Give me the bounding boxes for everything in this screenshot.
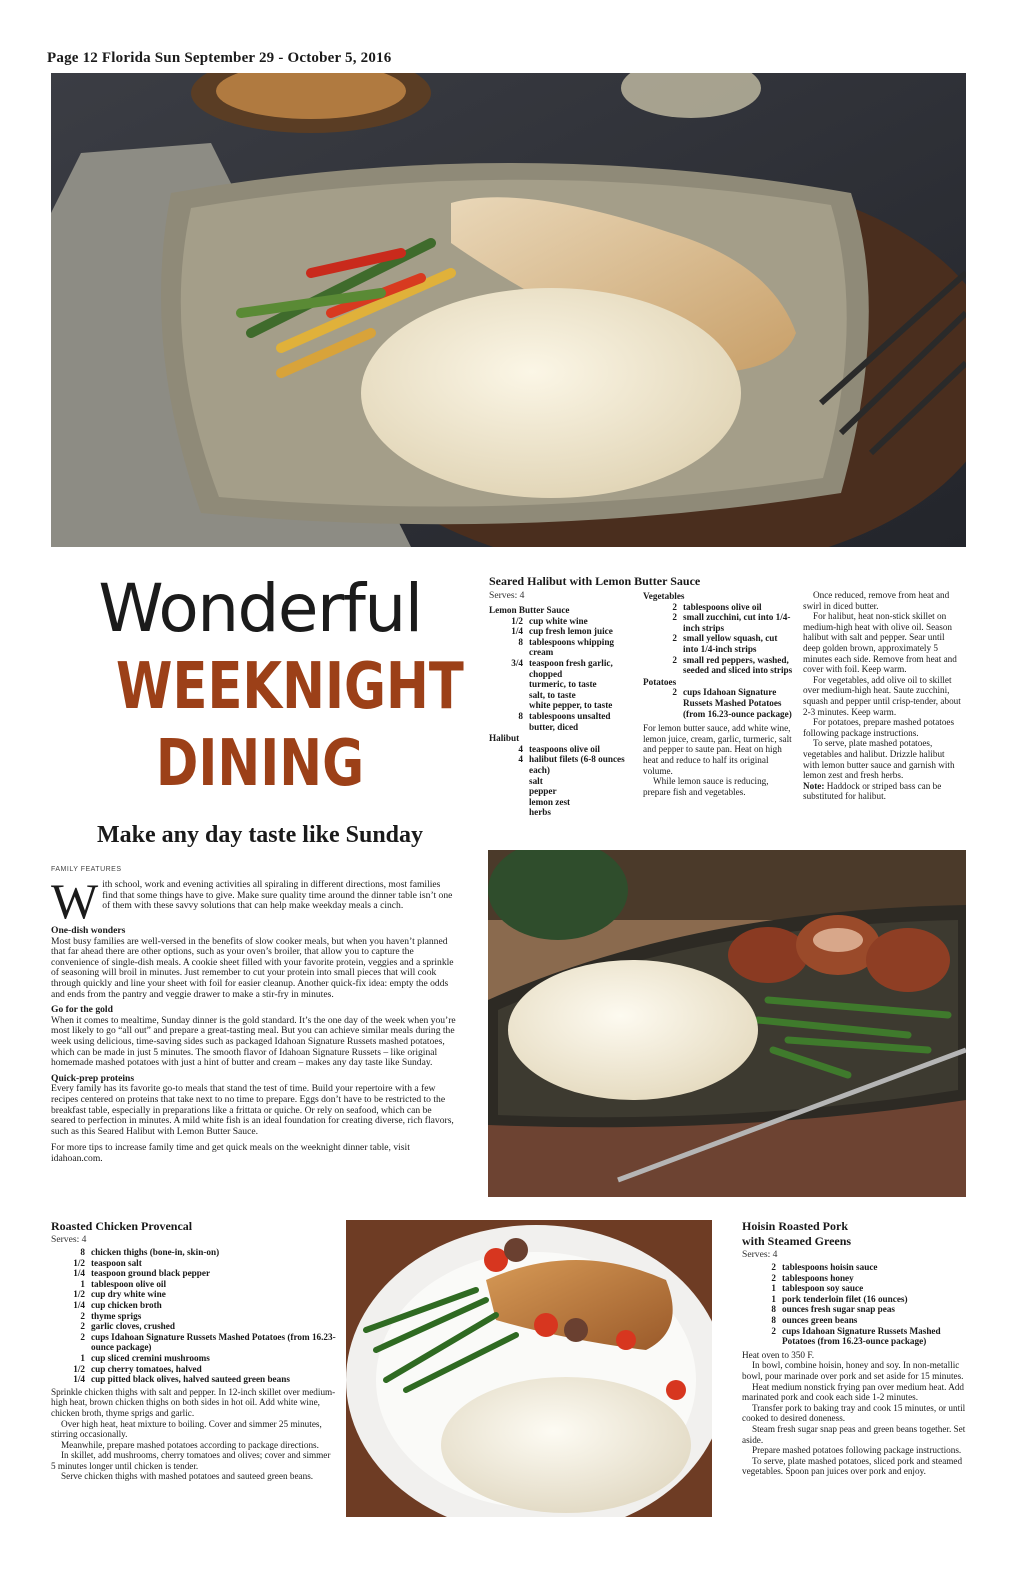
direction-paragraph: Over high heat, heat mixture to boiling. Cover and simmer 25 minutes, stirring occasionally. [51, 1418, 322, 1440]
ingredient-text: lemon zest [529, 796, 571, 807]
ingredient-quantity: 1/2 [511, 615, 523, 626]
ingredient-quantity: 2 [672, 612, 677, 623]
ingredient-row [742, 1326, 966, 1347]
section-heading: Go for the gold [51, 1004, 113, 1016]
ingredient-text: cup cherry tomatoes, halved [91, 1363, 202, 1374]
byline: FAMILY FEATURES [51, 866, 122, 873]
ingredient-row [489, 786, 637, 797]
ingredient-row [51, 1300, 337, 1311]
direction-paragraph: To serve, plate mashed potatoes, sliced pork and steamed vegetables. Spoon pan juices over pork and enjoy. [742, 1455, 963, 1477]
ingredient-quantity: 2 [672, 654, 677, 665]
ingredient-row [489, 700, 637, 711]
ingredient-text: pepper [529, 786, 557, 797]
direction-paragraph: To serve, plate mashed potatoes, vegetables and halibut. Drizzle halibut with lemon butter sauce and garnish with lemon zest and fresh herbs. [803, 738, 955, 781]
headline-line2: WEEKNIGHT [116, 650, 464, 724]
ingredient-row [51, 1332, 337, 1353]
direction-paragraph: In skillet, add mushrooms, cherry tomatoes and olives; cover and simmer 5 minutes longer until chicken is tender. [51, 1450, 331, 1471]
pork-serves: Serves: 4 [742, 1249, 778, 1260]
ingredient-row [489, 754, 637, 775]
ingredient-quantity: 2 [672, 601, 677, 612]
section-heading: Quick-prep proteins [51, 1072, 135, 1084]
halibut-directions-col2 [643, 723, 795, 797]
ingredient-quantity: 1/4 [73, 1299, 85, 1310]
ingredient-quantity: 2 [80, 1321, 85, 1332]
ingredient-text: ounces green beans [782, 1314, 858, 1325]
ingredient-row [51, 1279, 337, 1290]
pork-recipe-subtitle: with Steamed Greens [742, 1234, 852, 1248]
ingredient-row [489, 658, 637, 679]
ingredient-text: teaspoon fresh garlic, chopped [529, 657, 613, 679]
ingredient-text: ounces fresh sugar snap peas [782, 1304, 895, 1315]
direction-paragraph: For potatoes, prepare mashed potatoes following package instructions. [803, 717, 955, 738]
ingredient-text: tablespoon olive oil [91, 1278, 167, 1289]
direction-paragraph: For vegetables, add olive oil to skillet over medium-high heat. Saute zucchini, squash and pepper until crisp-tender, about 2-3 minutes. Keep warm. [803, 674, 961, 717]
halibut-recipe-title: Seared Halibut with Lemon Butter Sauce [489, 574, 701, 588]
ingredient-quantity [489, 797, 529, 808]
ingredient-quantity [489, 776, 529, 787]
ingredient-text: cups Idahoan Signature Russets Mashed Potatoes (from 16.23-ounce package) [91, 1331, 336, 1353]
ingredient-text: white pepper, to taste [529, 700, 613, 711]
ingredient-quantity: 3/4 [511, 657, 523, 668]
ingredient-quantity [489, 679, 529, 690]
ingredient-quantity: 1/2 [73, 1257, 85, 1268]
direction-paragraph: Serve chicken thighs with mashed potatoes and sauteed green beans. [61, 1471, 314, 1482]
ingredient-row [742, 1304, 966, 1315]
ingredient-row [489, 679, 637, 690]
ingredient-row [51, 1353, 337, 1364]
direction-paragraph: Sprinkle chicken thighs with salt and pepper. In 12-inch skillet over medium-high heat, brown chicken thighs on both sides in hot oil. Add white wine, chicken broth, thyme sprigs and garlic. [51, 1386, 336, 1418]
chicken-directions [51, 1387, 337, 1482]
ingredient-text: cup dry white wine [91, 1289, 166, 1300]
chicken-recipe-title: Roasted Chicken Provencal [51, 1219, 193, 1233]
direction-paragraph: Meanwhile, prepare mashed potatoes according to package directions. [61, 1439, 319, 1450]
ingredient-row [742, 1273, 966, 1284]
ingredient-row [643, 655, 795, 676]
ingredient-quantity: 1/4 [73, 1268, 85, 1279]
ingredient-row [51, 1247, 337, 1258]
ingredient-quantity: 4 [518, 743, 523, 754]
ingredient-quantity [489, 807, 529, 818]
ingredient-quantity: 2 [771, 1272, 776, 1283]
direction-paragraph: For halibut, heat non-stick skillet on medium-high heat with olive oil. Season halibut with salt and pepper. Sear until deep golden brown, approximately 5 minutes each side. Remove from heat and cover with foil. Keep warm. [803, 611, 957, 675]
ingredient-text: cup pitted black olives, halved sauteed green beans [91, 1374, 290, 1385]
ingredient-row [643, 602, 795, 613]
pork-ingredients [742, 1262, 966, 1347]
ingredient-text: chicken thighs (bone-in, skin-on) [91, 1247, 220, 1257]
ingredient-text: halibut filets (6-8 ounces each) [529, 754, 625, 775]
ingredient-text: salt [529, 775, 543, 786]
section-heading: One-dish wonders [51, 925, 126, 936]
ingredient-text: small red peppers, washed, seeded and sliced into strips [683, 654, 793, 676]
ingredient-text: teaspoon salt [91, 1257, 142, 1268]
ingredient-quantity: 2 [672, 633, 677, 644]
ingredient-row [51, 1311, 337, 1322]
pork-directions [742, 1350, 966, 1477]
ingredient-quantity: 8 [771, 1314, 776, 1325]
ingredient-text: cup sliced cremini mushrooms [91, 1352, 210, 1363]
halibut-ingredients-col1 [489, 604, 637, 818]
ingredient-quantity [489, 690, 529, 701]
halibut-col2 [643, 590, 795, 797]
ingredient-text: teaspoons olive oil [529, 743, 600, 754]
ingredient-row [489, 690, 637, 701]
ingredient-text: teaspoon ground black pepper [91, 1268, 211, 1279]
article-closing: For more tips to increase family time and get quick meals on the weeknight dinner table, visit idahoan.com. [51, 1142, 410, 1164]
direction-paragraph: In bowl, combine hoisin, honey and soy. In non-metallic bowl, pour marinade over pork and set aside for 15 minutes. [742, 1360, 964, 1381]
ingredient-quantity: 1/4 [73, 1374, 85, 1385]
ingredient-quantity: 8 [771, 1304, 776, 1315]
ingredient-row [51, 1374, 337, 1385]
ingredient-row [489, 637, 637, 658]
ingredient-row [489, 711, 637, 732]
ingredient-text: cup chicken broth [91, 1299, 162, 1310]
ingredient-row [742, 1294, 966, 1305]
halibut-note: Note: Haddock or striped bass can be substituted for halibut. [803, 780, 942, 802]
ingredient-quantity: 8 [518, 636, 523, 647]
ingredient-quantity: 1/4 [511, 626, 523, 637]
ingredient-text: cup fresh lemon juice [529, 626, 613, 637]
ingredient-row [489, 797, 637, 808]
ingredient-quantity [489, 786, 529, 797]
pork-recipe-title: Hoisin Roasted Pork [742, 1219, 849, 1233]
ingredient-text: turmeric, to taste [529, 679, 597, 690]
halibut-directions-col3 [803, 590, 963, 802]
headline-line1: Wonderful [98, 570, 422, 647]
ingredient-row [489, 616, 637, 627]
ingredient-subheading: Halibut [489, 733, 520, 744]
ingredient-quantity: 2 [80, 1310, 85, 1321]
ingredient-row [489, 776, 637, 787]
dropcap: W [51, 873, 99, 929]
halibut-serves: Serves: 4 [489, 590, 525, 601]
ingredient-row [489, 744, 637, 755]
ingredient-row [742, 1315, 966, 1326]
ingredient-row [51, 1258, 337, 1269]
ingredient-text: tablespoon soy sauce [782, 1283, 864, 1294]
ingredient-subheading: Potatoes [643, 676, 677, 687]
ingredient-text: salt, to taste [529, 689, 576, 700]
chicken-serves: Serves: 4 [51, 1234, 87, 1245]
ingredient-row [742, 1283, 966, 1294]
ingredient-text: tablespoons whipping cream [529, 636, 615, 658]
ingredient-row [51, 1289, 337, 1300]
ingredient-row [643, 612, 795, 633]
direction-paragraph: Steam fresh sugar snap peas and green beans together. Set aside. [742, 1423, 966, 1445]
pork-recipe [742, 1219, 966, 1477]
ingredient-subheading: Lemon Butter Sauce [489, 605, 570, 615]
ingredient-text: small yellow squash, cut into 1/4-inch strips [683, 633, 778, 654]
ingredient-quantity [489, 700, 529, 711]
section-body: Most busy families are well-versed in the benefits of slow cooker meals, but when you haven’t planned that far ahead there are other options, such as your oven’s broiler, that allow you to capture the convenience of single-dish meals. A cookie sheet filled with your favorite protein, veggies and a sprinkle of seasoning will broil in minutes. Just remember to cut your protein into small pieces that will cook through quickly and line your sheet with foil for easier cleanup. Another quick-fix idea: empty the odds and ends from the pantry and veggie drawer to make a stir-fry in minutes. [51, 935, 454, 1000]
section-body: When it comes to mealtime, Sunday dinner is the gold standard. It’s the one day of the week when you’re most likely to go “all out” and prepare a great-tasting meal. But you can achieve similar meals during the week using delicious, time-saving sides such as packaged Idahoan Signature Russets mashed potatoes, which can be made in just 5 minutes. The smooth flavor of Idahoan Signature Russets – like original homemade mashed potatoes with just a hint of butter and cream – makes any day taste like Sunday. [51, 1014, 456, 1069]
ingredient-quantity: 8 [80, 1247, 85, 1257]
direction-paragraph: Transfer pork to baking tray and cook 15 minutes, or until cooked to desired doneness. [742, 1402, 966, 1424]
direction-paragraph: Heat medium nonstick frying pan over medium heat. Add marinated pork and cook each side 1-2 minutes. [742, 1381, 965, 1403]
section-body: Every family has its favorite go-to meals that stand the test of time. Build your repertoire with a few recipes centered on proteins that take next to no time to prepare. Eggs don’t have to be restricted to the breakfast table, especially in preparations like a frittata or quiche. Or rely on seafood, which can be seared to perfection in minutes. A mild white fish is an ideal foundation for creating diverse, rich flavors, such as this Seared Halibut with Lemon Butter Sauce. [51, 1083, 454, 1137]
chicken-ingredients [51, 1247, 337, 1385]
ingredient-text: cup white wine [529, 615, 588, 626]
ingredient-row [489, 807, 637, 818]
pork-photo [488, 850, 966, 1197]
ingredient-quantity: 2 [672, 687, 677, 698]
halibut-photo [51, 73, 966, 547]
ingredient-quantity: 1 [771, 1293, 776, 1304]
ingredient-quantity: 1 [771, 1283, 776, 1294]
ingredient-text: small zucchini, cut into 1/4-inch strips [683, 612, 791, 633]
ingredient-text: cups Idahoan Signature Russets Mashed Potatoes (from 16.23-ounce package) [683, 687, 792, 719]
ingredient-row [643, 687, 795, 719]
chicken-recipe [51, 1219, 337, 1482]
ingredient-text: cups Idahoan Signature Russets Mashed Potatoes (from 16.23-ounce package) [782, 1325, 941, 1347]
halibut-ingredients-col2 [643, 591, 795, 719]
direction-paragraph: Once reduced, remove from heat and swirl in diced butter. [803, 590, 950, 611]
ingredient-text: tablespoons hoisin sauce [782, 1262, 878, 1272]
ingredient-quantity: 2 [771, 1262, 776, 1272]
ingredient-subheading: Vegetables [643, 591, 685, 601]
ingredient-row [643, 633, 795, 654]
direction-paragraph: While lemon sauce is reducing, prepare fish and vegetables. [643, 776, 769, 797]
ingredient-text: pork tenderloin filet (16 ounces) [782, 1293, 908, 1304]
headline-line3: DINING [155, 727, 365, 801]
chicken-photo [346, 1220, 712, 1517]
ingredient-quantity: 1/2 [73, 1363, 85, 1374]
ingredient-text: tablespoons honey [782, 1272, 854, 1283]
ingredient-row [51, 1321, 337, 1332]
ingredient-quantity: 2 [80, 1331, 85, 1342]
ingredient-row [51, 1364, 337, 1375]
direction-paragraph: Heat oven to 350 F. [742, 1349, 814, 1360]
page-header: Page 12 Florida Sun September 29 - October 5, 2016 [47, 50, 392, 66]
ingredient-text: herbs [529, 807, 551, 818]
ingredient-row [489, 626, 637, 637]
ingredient-row [742, 1262, 966, 1273]
ingredient-quantity: 2 [771, 1325, 776, 1336]
ingredient-quantity: 1 [80, 1352, 85, 1363]
ingredient-row [51, 1268, 337, 1279]
ingredient-text: tablespoons unsalted butter, diced [529, 710, 611, 732]
main-article [51, 873, 457, 1164]
ingredient-quantity: 1 [80, 1278, 85, 1289]
ingredient-quantity: 4 [518, 754, 523, 765]
ingredient-text: garlic cloves, crushed [91, 1321, 175, 1332]
direction-paragraph: For lemon butter sauce, add white wine, lemon juice, cream, garlic, turmeric, salt and pepper to saute pan. Heat on high heat and reduce to half its original volume. [643, 723, 792, 776]
ingredient-quantity: 8 [518, 710, 523, 721]
article-intro: With school, work and evening activities all spiraling in different directions, most families find that some things have to give. Make sure quality time around the dinner table isn’t one of them with these savvy solutions that can help make weekday meals a cinch. [51, 873, 453, 929]
ingredient-text: tablespoons olive oil [683, 601, 762, 612]
direction-paragraph: Prepare mashed potatoes following package instructions. [752, 1445, 962, 1456]
ingredient-quantity: 1/2 [73, 1289, 85, 1300]
ingredient-text: thyme sprigs [91, 1310, 142, 1321]
subheadline: Make any day taste like Sunday [96, 822, 424, 848]
